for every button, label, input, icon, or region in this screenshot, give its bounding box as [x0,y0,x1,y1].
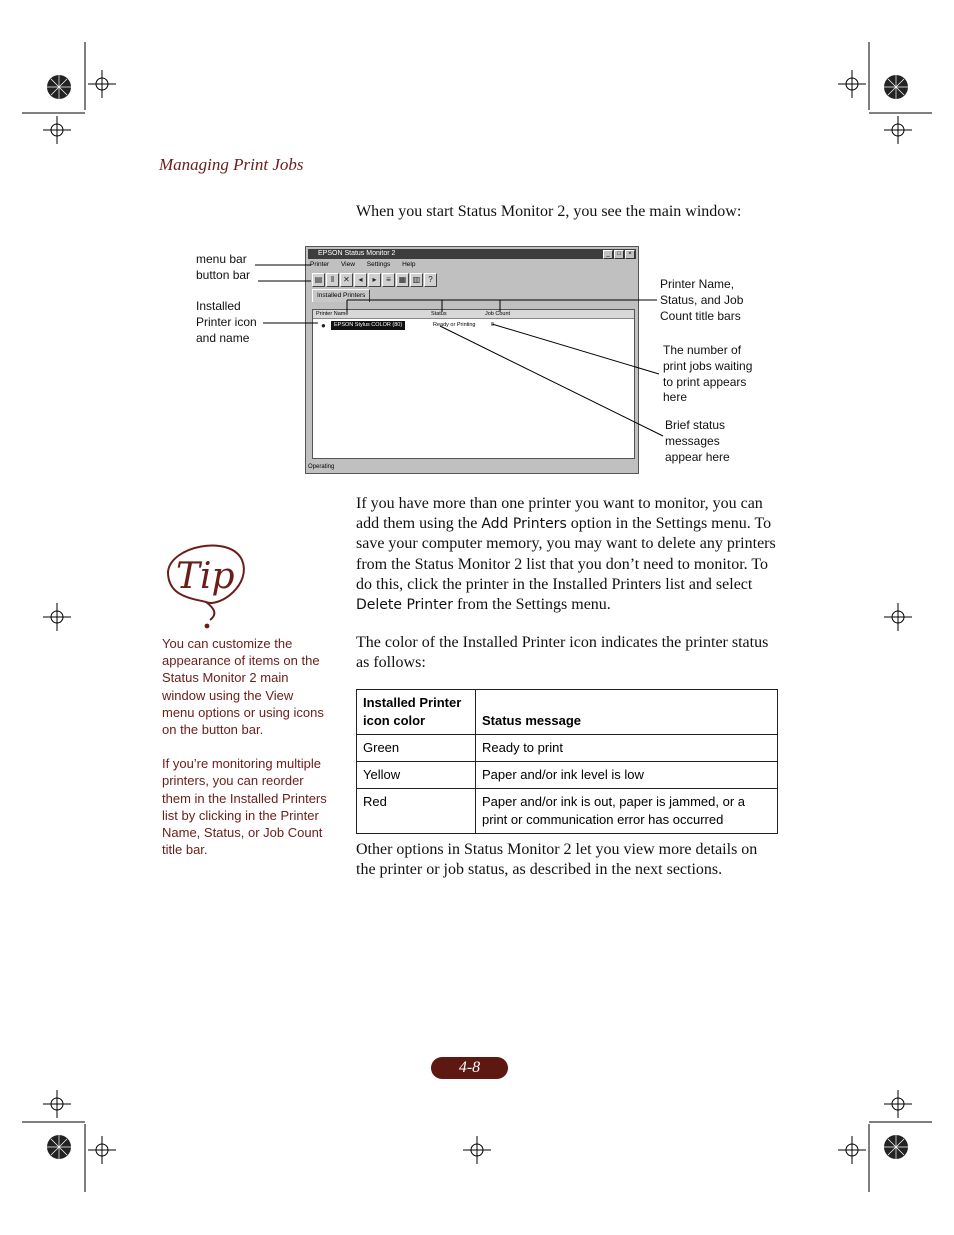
arrow-icon: ▸ [368,273,381,287]
printer-name: EPSON Stylus COLOR (80) [331,321,405,330]
table-cell: Ready to print [476,735,778,762]
paragraph-add-printers: If you have more than one printer you want to monitor, you can add them using the Add Printers option in the Settings menu. To save your computer memory, you may want to delete any printers from the Status Monitor 2 list that you don’t need to monitor. To do this, click the printer in the Installed Printers list and select Delete Printer from the Settings menu. [356,495,776,614]
maximize-icon: □ [614,250,624,259]
printer-icon: ▤ [312,273,325,287]
table-header-row [357,690,778,735]
details-icon: ▦ [396,273,409,287]
help-icon: ? [424,273,437,287]
list-icon: ≡ [382,273,395,287]
menu-view: View [340,261,355,268]
close-icon: × [625,250,635,259]
table-cell: Paper and/or ink level is low [476,762,778,789]
column-status: Status [431,311,447,317]
table-row [357,762,778,789]
table-cell: Yellow [357,762,476,789]
column-job-count: Job Count [485,311,511,317]
callout-installed-printer: Installed Printer icon and name [196,299,257,345]
callout-menu-bar: menu bar [196,252,247,266]
delete-icon: ✕ [340,273,353,287]
table-cell: Paper and/or ink is out, paper is jammed, or a print or communication error has occurred [476,789,778,834]
svg-text:Tip: Tip [176,556,235,597]
callout-jobs-waiting: The number of print jobs waiting to print appears here [663,343,753,405]
table-cell: Red [357,789,476,834]
paragraph-other-options: Other options in Status Monitor 2 let you view more details on the printer or job status, as described in the next sections. [356,841,758,879]
table-row [357,735,778,762]
paragraph-icon-color: The color of the Installed Printer icon indicates the printer status as follows: [356,634,769,672]
table-cell: Green [357,735,476,762]
arrow-icon: ◂ [354,273,367,287]
printer-status: Ready or Printing [433,322,476,328]
menu-printer: Printer [310,261,330,268]
table-row [357,789,778,834]
callout-brief-status: Brief status messages appear here [665,418,730,464]
chart-icon: ▥ [410,273,423,287]
pause-icon: ‖ [326,273,339,287]
ui-term-add-printers: Add Printers [481,516,567,533]
tip-text: You can customize the appearance of items on the Status Monitor 2 main window using the View menu options or using icons on the button bar. If you’re monitoring multiple printers, you can reorder them in the Installed Printers list by clicking in the Printer Name, Status, or Job Count title bar. [162,636,327,858]
intro-paragraph: When you start Status Monitor 2, you see the main window: [356,203,742,220]
tip-logo-icon [160,538,250,630]
menu-settings: Settings [366,261,391,268]
callout-button-bar: button bar [196,268,251,282]
screenshot-tab-installed-printers: Installed Printers [312,289,370,302]
screenshot-title-bar: EPSON Status Monitor 2 [308,249,636,259]
column-printer-name: Printer Name [316,311,349,317]
minimize-icon: _ [603,250,613,259]
printer-job-count: 0 [491,322,495,328]
icon-color-table [356,689,778,834]
screenshot-status-bar: Operating [308,464,335,470]
menu-help: Help [402,261,416,268]
table-header-cell: Status message [476,690,778,735]
ui-term-delete-printer: Delete Printer [356,597,454,614]
table-header-cell: Installed Printer icon color [357,690,476,735]
installed-printer-icon: ● [321,321,326,330]
callout-title-bars: Printer Name, Status, and Job Count title bars [660,277,744,323]
page-number: 4-8 [458,1059,481,1076]
running-head: Managing Print Jobs [159,155,304,174]
